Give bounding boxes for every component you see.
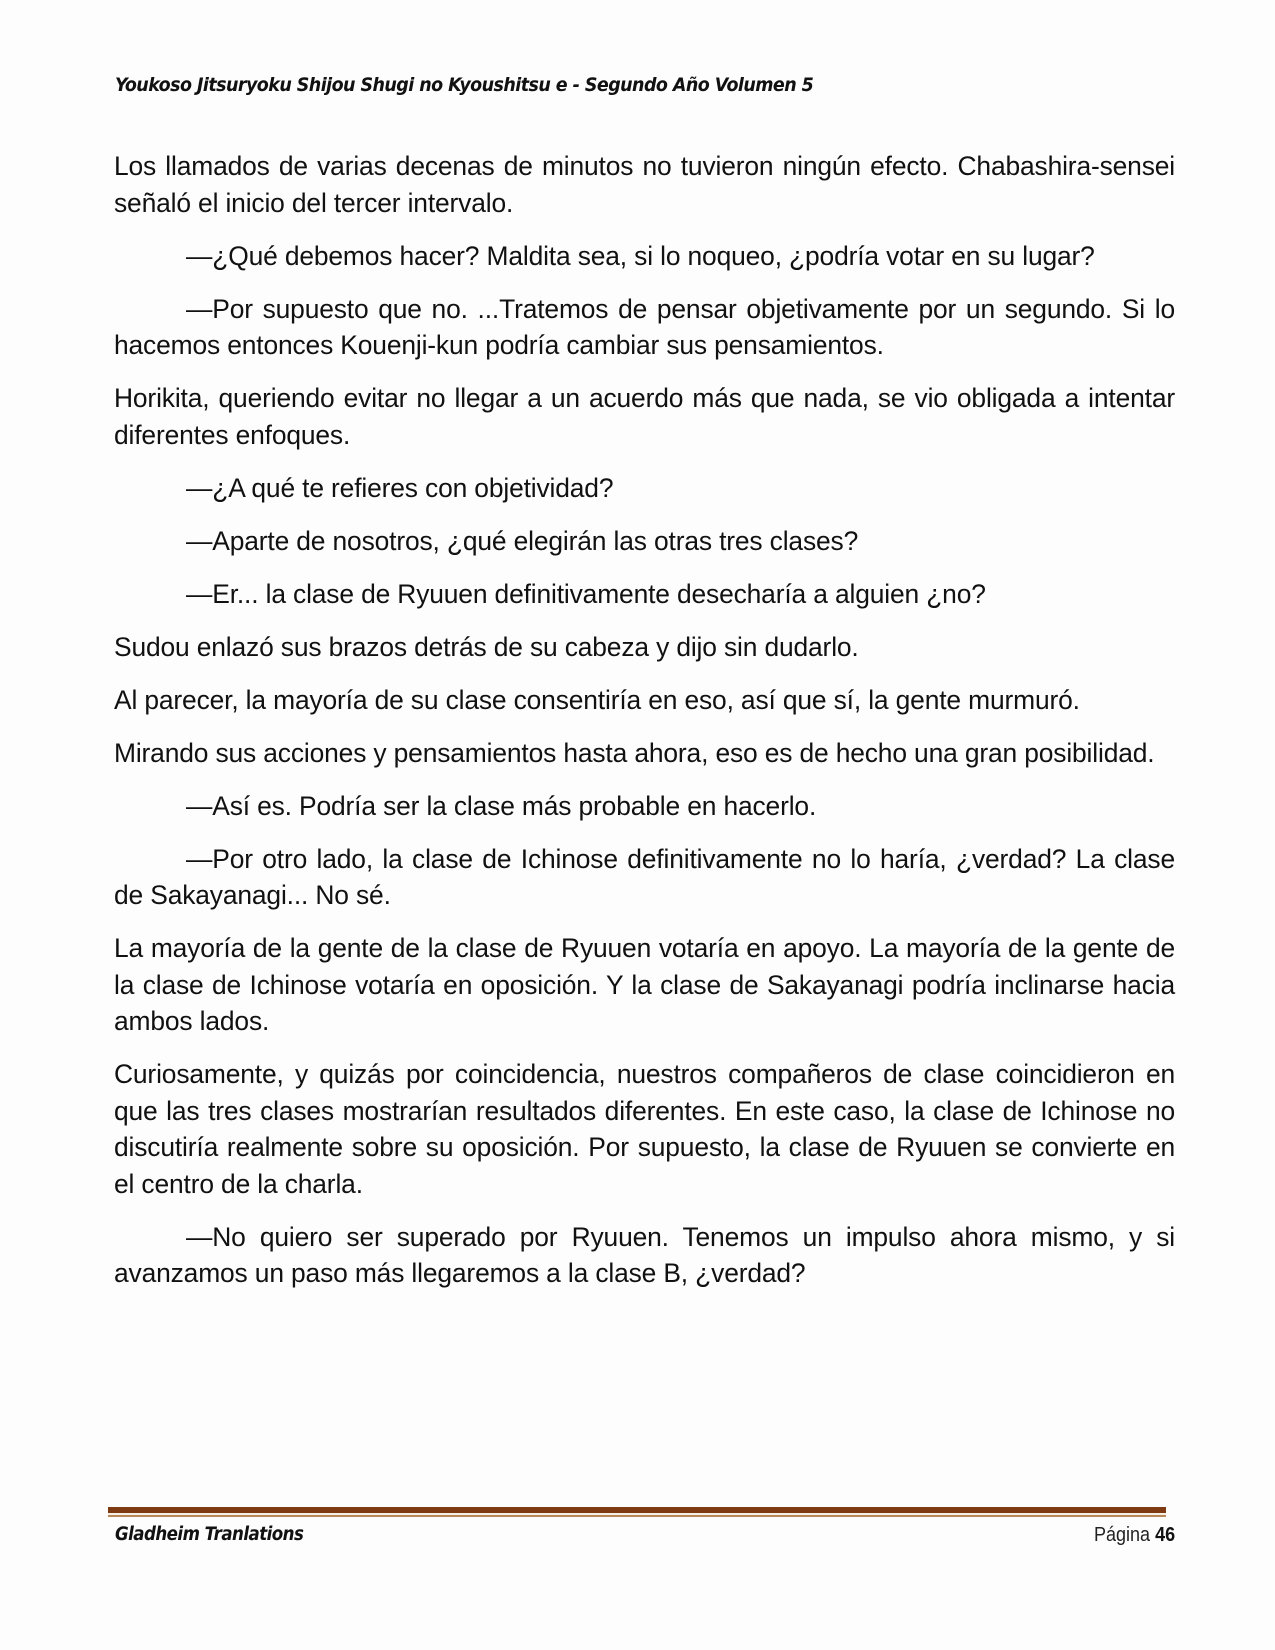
footer-rule [108,1507,1166,1517]
paragraph: Los llamados de varias decenas de minutos no tuvieron ningún efecto. Chabashira-sensei señaló el inicio del tercer intervalo. [114,151,1175,218]
running-header: Youkoso Jitsuryoku Shijou Shugi no Kyoushitsu e - Segundo Año Volumen 5 [115,74,814,96]
paragraph: Al parecer, la mayoría de su clase consentiría en eso, así que sí, la gente murmuró. [114,684,1080,715]
dialogue-paragraph: —Por supuesto que no. ...Tratemos de pensar objetivamente por un segundo. Si lo hacemos entonces Kouenji-kun podría cambiar sus pensamientos. [114,293,1175,360]
dialogue-paragraph: —No quiero ser superado por Ryuuen. Tenemos un impulso ahora mismo, y si avanzamos un paso más llegaremos a la clase B, ¿verdad? [114,1221,1175,1288]
paragraph: La mayoría de la gente de la clase de Ryuuen votaría en apoyo. La mayoría de la gente de la clase de Ichinose votaría en oposición. Y la clase de Sakayanagi podría inclinarse hacia ambos lados. [114,933,1175,1036]
paragraph: Mirando sus acciones y pensamientos hasta ahora, eso es de hecho una gran posibilidad. [114,737,1155,768]
dialogue-paragraph: —¿Qué debemos hacer? Maldita sea, si lo noqueo, ¿podría votar en su lugar? [186,240,1095,271]
paragraph: Horikita, queriendo evitar no llegar a un acuerdo más que nada, se vio obligada a intentar diferentes enfoques. [114,383,1175,450]
page-label: Página [1093,1524,1150,1546]
dialogue-paragraph: —Er... la clase de Ryuuen definitivamente desecharía a alguien ¿no? [186,578,986,609]
page-number-label [1094,1524,1175,1547]
footer-rule-thin [108,1515,1166,1517]
dialogue-paragraph: —Así es. Podría ser la clase más probable en hacerlo. [186,790,817,821]
body-text [114,148,1175,1308]
dialogue-paragraph: —¿A qué te refieres con objetividad? [186,472,614,503]
dialogue-paragraph: —Por otro lado, la clase de Ichinose definitivamente no lo haría, ¿verdad? La clase de Sakayanagi... No sé. [114,843,1175,910]
paragraph: Curiosamente, y quizás por coincidencia, nuestros compañeros de clase coincidieron en que las tres clases mostrarían resultados diferentes. En este caso, la clase de Ichinose no discutiría realmente sobre su oposición. Por supuesto, la clase de Ryuuen se convierte en el centro de la charla. [114,1059,1175,1199]
footer-translator: Gladheim Tranlations [115,1524,304,1545]
paragraph: Sudou enlazó sus brazos detrás de su cabeza y dijo sin dudarlo. [114,631,859,662]
dialogue-paragraph: —Aparte de nosotros, ¿qué elegirán las otras tres clases? [186,525,859,556]
page-number: 46 [1154,1524,1175,1546]
